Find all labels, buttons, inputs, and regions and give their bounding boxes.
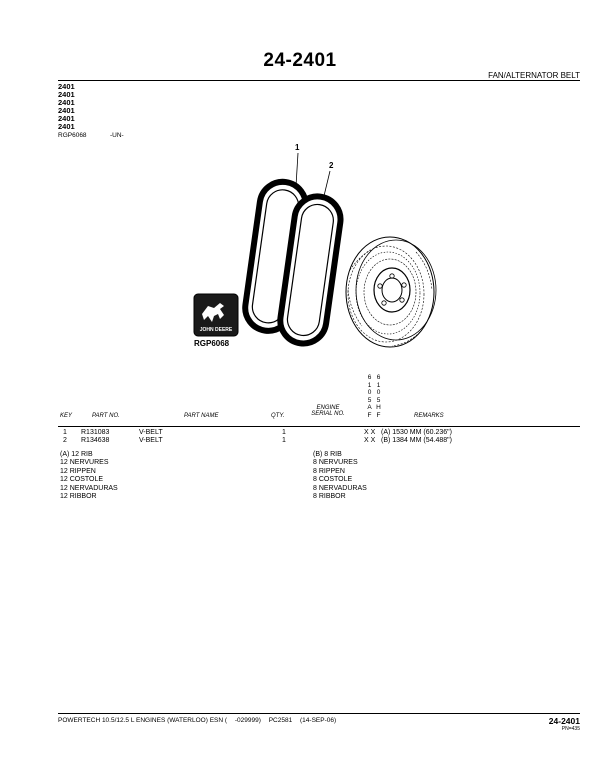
row-qty: 1 xyxy=(282,437,286,444)
footer-date: (14-SEP-06) xyxy=(300,717,337,724)
group-code-list xyxy=(58,83,75,131)
row-part-name: V-BELT xyxy=(139,437,163,444)
group-code: 2401 xyxy=(58,82,75,91)
group-code: 2401 xyxy=(58,90,75,99)
config-column-2: 6 1 0 5 H F xyxy=(376,374,381,419)
footer-info xyxy=(58,717,342,724)
group-code: 2401 xyxy=(58,106,75,115)
row-key: 2 xyxy=(63,437,67,444)
footer-rule xyxy=(58,713,580,714)
row-qty: 1 xyxy=(282,429,286,436)
table-header-rule xyxy=(58,426,580,427)
logo-text: JOHN DEERE xyxy=(199,327,233,333)
row-remark: (B) 1384 MM (54.488") xyxy=(381,437,452,444)
footer-esn-range: -029999) xyxy=(234,717,261,724)
header-key: KEY xyxy=(60,413,73,419)
row-remark: (A) 1530 MM (60.236") xyxy=(381,429,452,436)
belt-illustration xyxy=(180,140,450,360)
callout-2: 2 xyxy=(329,161,334,170)
row-part-no: R134638 xyxy=(81,437,110,444)
header-part-no: PART NO. xyxy=(92,413,120,419)
config-column-1: 6 1 0 5 A F xyxy=(367,374,372,419)
section-title: FAN/ALTERNATOR BELT xyxy=(488,71,580,80)
reference-line xyxy=(58,132,124,139)
v-belt-2 xyxy=(277,193,343,346)
note-b: (B) 8 RIB 8 NERVURES 8 RIPPEN 8 COSTOLE 8 NERVADURAS 8 RIBBOR xyxy=(313,451,367,501)
callout-1-leader xyxy=(296,153,298,186)
header-remarks: REMARKS xyxy=(414,413,444,419)
footer-engine: POWERTECH 10.5/12.5 L ENGINES (WATERLOO) ESN ( xyxy=(58,717,228,724)
illustration-reference: RGP6068 xyxy=(58,132,87,139)
note-a: (A) 12 RIB 12 NERVURES 12 RIPPEN 12 COSTOLE 12 NERVADURAS 12 RIBBOR xyxy=(60,451,118,501)
footer-catalog: PC2581 xyxy=(268,717,293,724)
row-config-marks: X X xyxy=(364,437,376,444)
serial-tag: -UN- xyxy=(110,132,124,139)
header-part-name: PART NAME xyxy=(184,413,219,419)
header-rule xyxy=(58,80,580,81)
group-code: 2401 xyxy=(58,122,75,131)
group-code: 2401 xyxy=(58,98,75,107)
illustration-caption: RGP6068 xyxy=(194,339,230,348)
pulley xyxy=(346,237,436,347)
header-qty: QTY. xyxy=(271,413,285,419)
callout-1: 1 xyxy=(295,143,300,152)
group-code: 2401 xyxy=(58,114,75,123)
row-key: 1 xyxy=(63,429,67,436)
row-part-name: V-BELT xyxy=(139,429,163,436)
john-deere-logo xyxy=(194,294,238,336)
row-config-marks: X X xyxy=(364,429,376,436)
header-engine-serial: ENGINE SERIAL NO. xyxy=(311,405,345,417)
row-part-no: R131083 xyxy=(81,429,110,436)
page-title: 24-2401 xyxy=(263,50,337,71)
footer-page-number: 24-2401 xyxy=(548,716,580,726)
footer-pn: PN=435 xyxy=(561,726,580,732)
